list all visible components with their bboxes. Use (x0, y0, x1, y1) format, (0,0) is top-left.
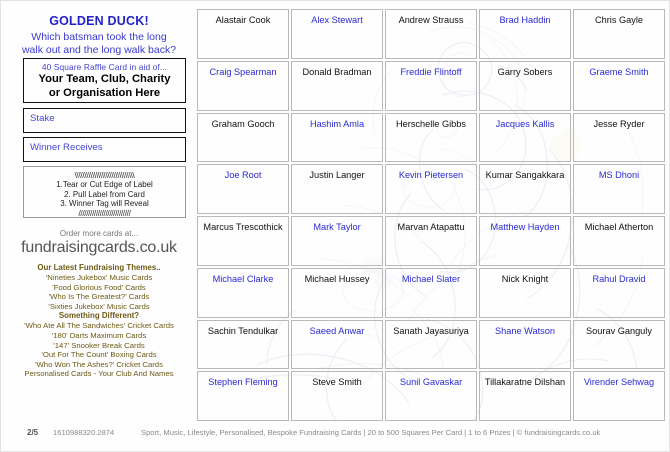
theme-item: 'Who Won The Ashes?' Cricket Cards (35, 359, 163, 369)
raffle-square[interactable] (291, 164, 383, 214)
raffle-square[interactable] (573, 9, 665, 59)
organisation-name-line-2: or Organisation Here (48, 86, 161, 99)
raffle-square[interactable] (197, 113, 289, 163)
theme-item: Personalised Cards - Your Club And Names (24, 369, 174, 379)
raffle-square[interactable] (479, 61, 571, 111)
raffle-square[interactable] (291, 113, 383, 163)
raffle-square-name: Alex Stewart (311, 15, 363, 25)
raffle-square-name: Joe Root (224, 170, 262, 181)
raffle-square-name: Herschelle Gibbs (396, 118, 466, 129)
instruction-step-1: 1.Tear or Cut Edge of Label (56, 180, 153, 189)
raffle-square-name: Steve Smith (312, 377, 362, 388)
winner-receives-box[interactable] (23, 137, 186, 162)
theme-item: 'Out For The Count' Boxing Cards (41, 350, 157, 360)
raffle-square-name: Sourav Ganguly (586, 325, 652, 336)
raffle-square-name: Michael Hussey (304, 273, 370, 284)
raffle-square[interactable] (573, 164, 665, 214)
raffle-square-name: Kumar Sangakkara (485, 170, 565, 181)
raffle-square[interactable] (479, 113, 571, 163)
raffle-square[interactable] (291, 371, 383, 421)
themes-heading-different: Something Different? (58, 311, 140, 321)
raffle-square[interactable] (573, 268, 665, 318)
instruction-step-2: 2. Pull Label from Card (64, 189, 145, 199)
raffle-square-name: Jacques Kallis (495, 118, 555, 129)
raffle-square-name: Shane Watson (495, 325, 555, 336)
organisation-name (24, 72, 185, 104)
raffle-square-name: Nick Knight (501, 273, 549, 284)
stake-box[interactable] (23, 108, 186, 133)
raffle-square-name: Sachin Tendulkar (207, 325, 279, 336)
raffle-square-name: Freddie Flintoff (400, 66, 462, 77)
raffle-square[interactable] (291, 61, 383, 111)
instructions-top-rule: \\\\\\\\\\\\\\\\\\\\\\\\\\\\\\\ (74, 170, 135, 180)
raffle-square-name: Donald Bradman (302, 66, 372, 77)
instructions-text (24, 167, 185, 222)
raffle-square-name: Justin Langer (309, 170, 365, 181)
raffle-square[interactable] (385, 371, 477, 421)
subheadline-line-2: walk out and the long walk back? (21, 44, 177, 56)
raffle-square[interactable] (385, 9, 477, 59)
organisation-name-line-1: Your Team, Club, Charity (38, 73, 171, 85)
raffle-square-name: Graeme Smith (589, 66, 649, 77)
raffle-square-name: Andrew Strauss (398, 15, 464, 25)
instruction-step-3: 3. Winner Tag will Reveal (60, 199, 149, 209)
raffle-square[interactable] (479, 320, 571, 370)
footer (1, 428, 670, 444)
raffle-square[interactable] (291, 216, 383, 266)
raffle-square-name: Virender Sehwag (583, 377, 655, 388)
instructions-bottom-rule: /////////////////////////// (78, 207, 131, 218)
aid-of-label: 40 Square Raffle Card in aid of... (41, 62, 168, 72)
page-number: 2/5 (27, 428, 39, 437)
raffle-square[interactable] (479, 268, 571, 318)
raffle-square-name: Mark Taylor (313, 222, 361, 232)
raffle-square[interactable] (385, 113, 477, 163)
subheadline-line-1: Which batsman took the long (31, 31, 167, 43)
raffle-square[interactable] (197, 268, 289, 318)
raffle-square-name: Chris Gayle (595, 15, 643, 25)
card-reference: 1610988320.2874 (53, 428, 115, 437)
organisation-box[interactable] (23, 58, 186, 103)
raffle-square-name: Michael Atherton (584, 222, 654, 232)
raffle-square[interactable] (385, 320, 477, 370)
theme-item: 'Sixties Jukebox' Music Cards (48, 301, 150, 311)
footer-tagline: Sport, Music, Lifestyle, Personalised, Bespoke Fundraising Cards | 20 to 500 Squares Per Card | 1 to 6 Prizes | © fundraisingcards.co.uk (141, 428, 601, 437)
order-more-label: Order more cards at... (59, 229, 139, 238)
instructions-box (23, 166, 186, 218)
raffle-square-name: Marcus Trescothick (203, 222, 283, 232)
raffle-square[interactable] (573, 61, 665, 111)
raffle-square-name: Sunil Gavaskar (399, 377, 463, 388)
winner-receives-label: Winner Receives (30, 142, 103, 153)
raffle-square-name: Graham Gooch (211, 118, 275, 129)
theme-item: 'Who Is The Greatest?' Cards (48, 292, 150, 302)
raffle-square-name: Michael Slater (401, 273, 461, 284)
theme-item: 'Nineties Jukebox' Music Cards (45, 273, 153, 282)
raffle-square-name: Michael Clarke (212, 273, 274, 284)
raffle-square[interactable] (573, 320, 665, 370)
raffle-square-name: Rahul Dravid (592, 273, 646, 284)
raffle-square-name: Brad Haddin (499, 15, 551, 25)
raffle-square-name: Sanath Jayasuriya (393, 325, 469, 336)
themes-heading-latest: Our Latest Fundraising Themes.. (37, 263, 161, 272)
raffle-square-name: Matthew Hayden (490, 222, 560, 232)
subheadline (1, 31, 197, 57)
raffle-squares-grid (197, 9, 665, 421)
raffle-square[interactable] (479, 371, 571, 421)
raffle-square[interactable] (479, 9, 571, 59)
raffle-square-name: MS Dhoni (598, 170, 640, 181)
raffle-square-name: Jesse Ryder (593, 118, 645, 129)
raffle-square-name: Kevin Pietersen (398, 170, 464, 181)
raffle-square[interactable] (197, 320, 289, 370)
raffle-square[interactable] (385, 164, 477, 214)
themes-list (1, 263, 197, 379)
headline-golden-duck: GOLDEN DUCK! (49, 14, 149, 28)
raffle-square[interactable] (385, 216, 477, 266)
raffle-square[interactable] (385, 61, 477, 111)
raffle-square-name: Garry Sobers (497, 66, 553, 77)
raffle-square-name: Stephen Fleming (208, 377, 278, 388)
raffle-square[interactable] (197, 9, 289, 59)
theme-item: '147' Snooker Break Cards (53, 340, 145, 350)
raffle-square[interactable] (479, 216, 571, 266)
stake-label: Stake (30, 113, 55, 124)
raffle-square-name: Marvan Atapattu (397, 222, 465, 232)
website-domain[interactable]: fundraisingcards.co.uk (21, 239, 177, 256)
raffle-square[interactable] (479, 164, 571, 214)
raffle-square[interactable] (573, 371, 665, 421)
raffle-square[interactable] (573, 216, 665, 266)
raffle-square[interactable] (291, 9, 383, 59)
raffle-square[interactable] (291, 268, 383, 318)
raffle-square[interactable] (573, 113, 665, 163)
raffle-square[interactable] (197, 371, 289, 421)
left-panel (1, 1, 197, 421)
raffle-square[interactable] (197, 61, 289, 111)
theme-item: '180' Darts Maximum Cards (51, 330, 147, 340)
theme-item: 'Who Ate All The Sandwiches' Cricket Cards (24, 321, 174, 331)
raffle-square-name: Hashim Amla (309, 118, 365, 129)
raffle-square-name: Tillakaratne Dilshan (484, 377, 566, 388)
raffle-square[interactable] (385, 268, 477, 318)
raffle-square-name: Saeed Anwar (309, 325, 365, 336)
theme-item: 'Food Glorious Food' Cards (52, 282, 146, 292)
raffle-square[interactable] (197, 216, 289, 266)
raffle-square-name: Craig Spearman (209, 66, 277, 77)
raffle-square[interactable] (291, 320, 383, 370)
raffle-square-name: Alastair Cook (215, 15, 271, 25)
raffle-square[interactable] (197, 164, 289, 214)
